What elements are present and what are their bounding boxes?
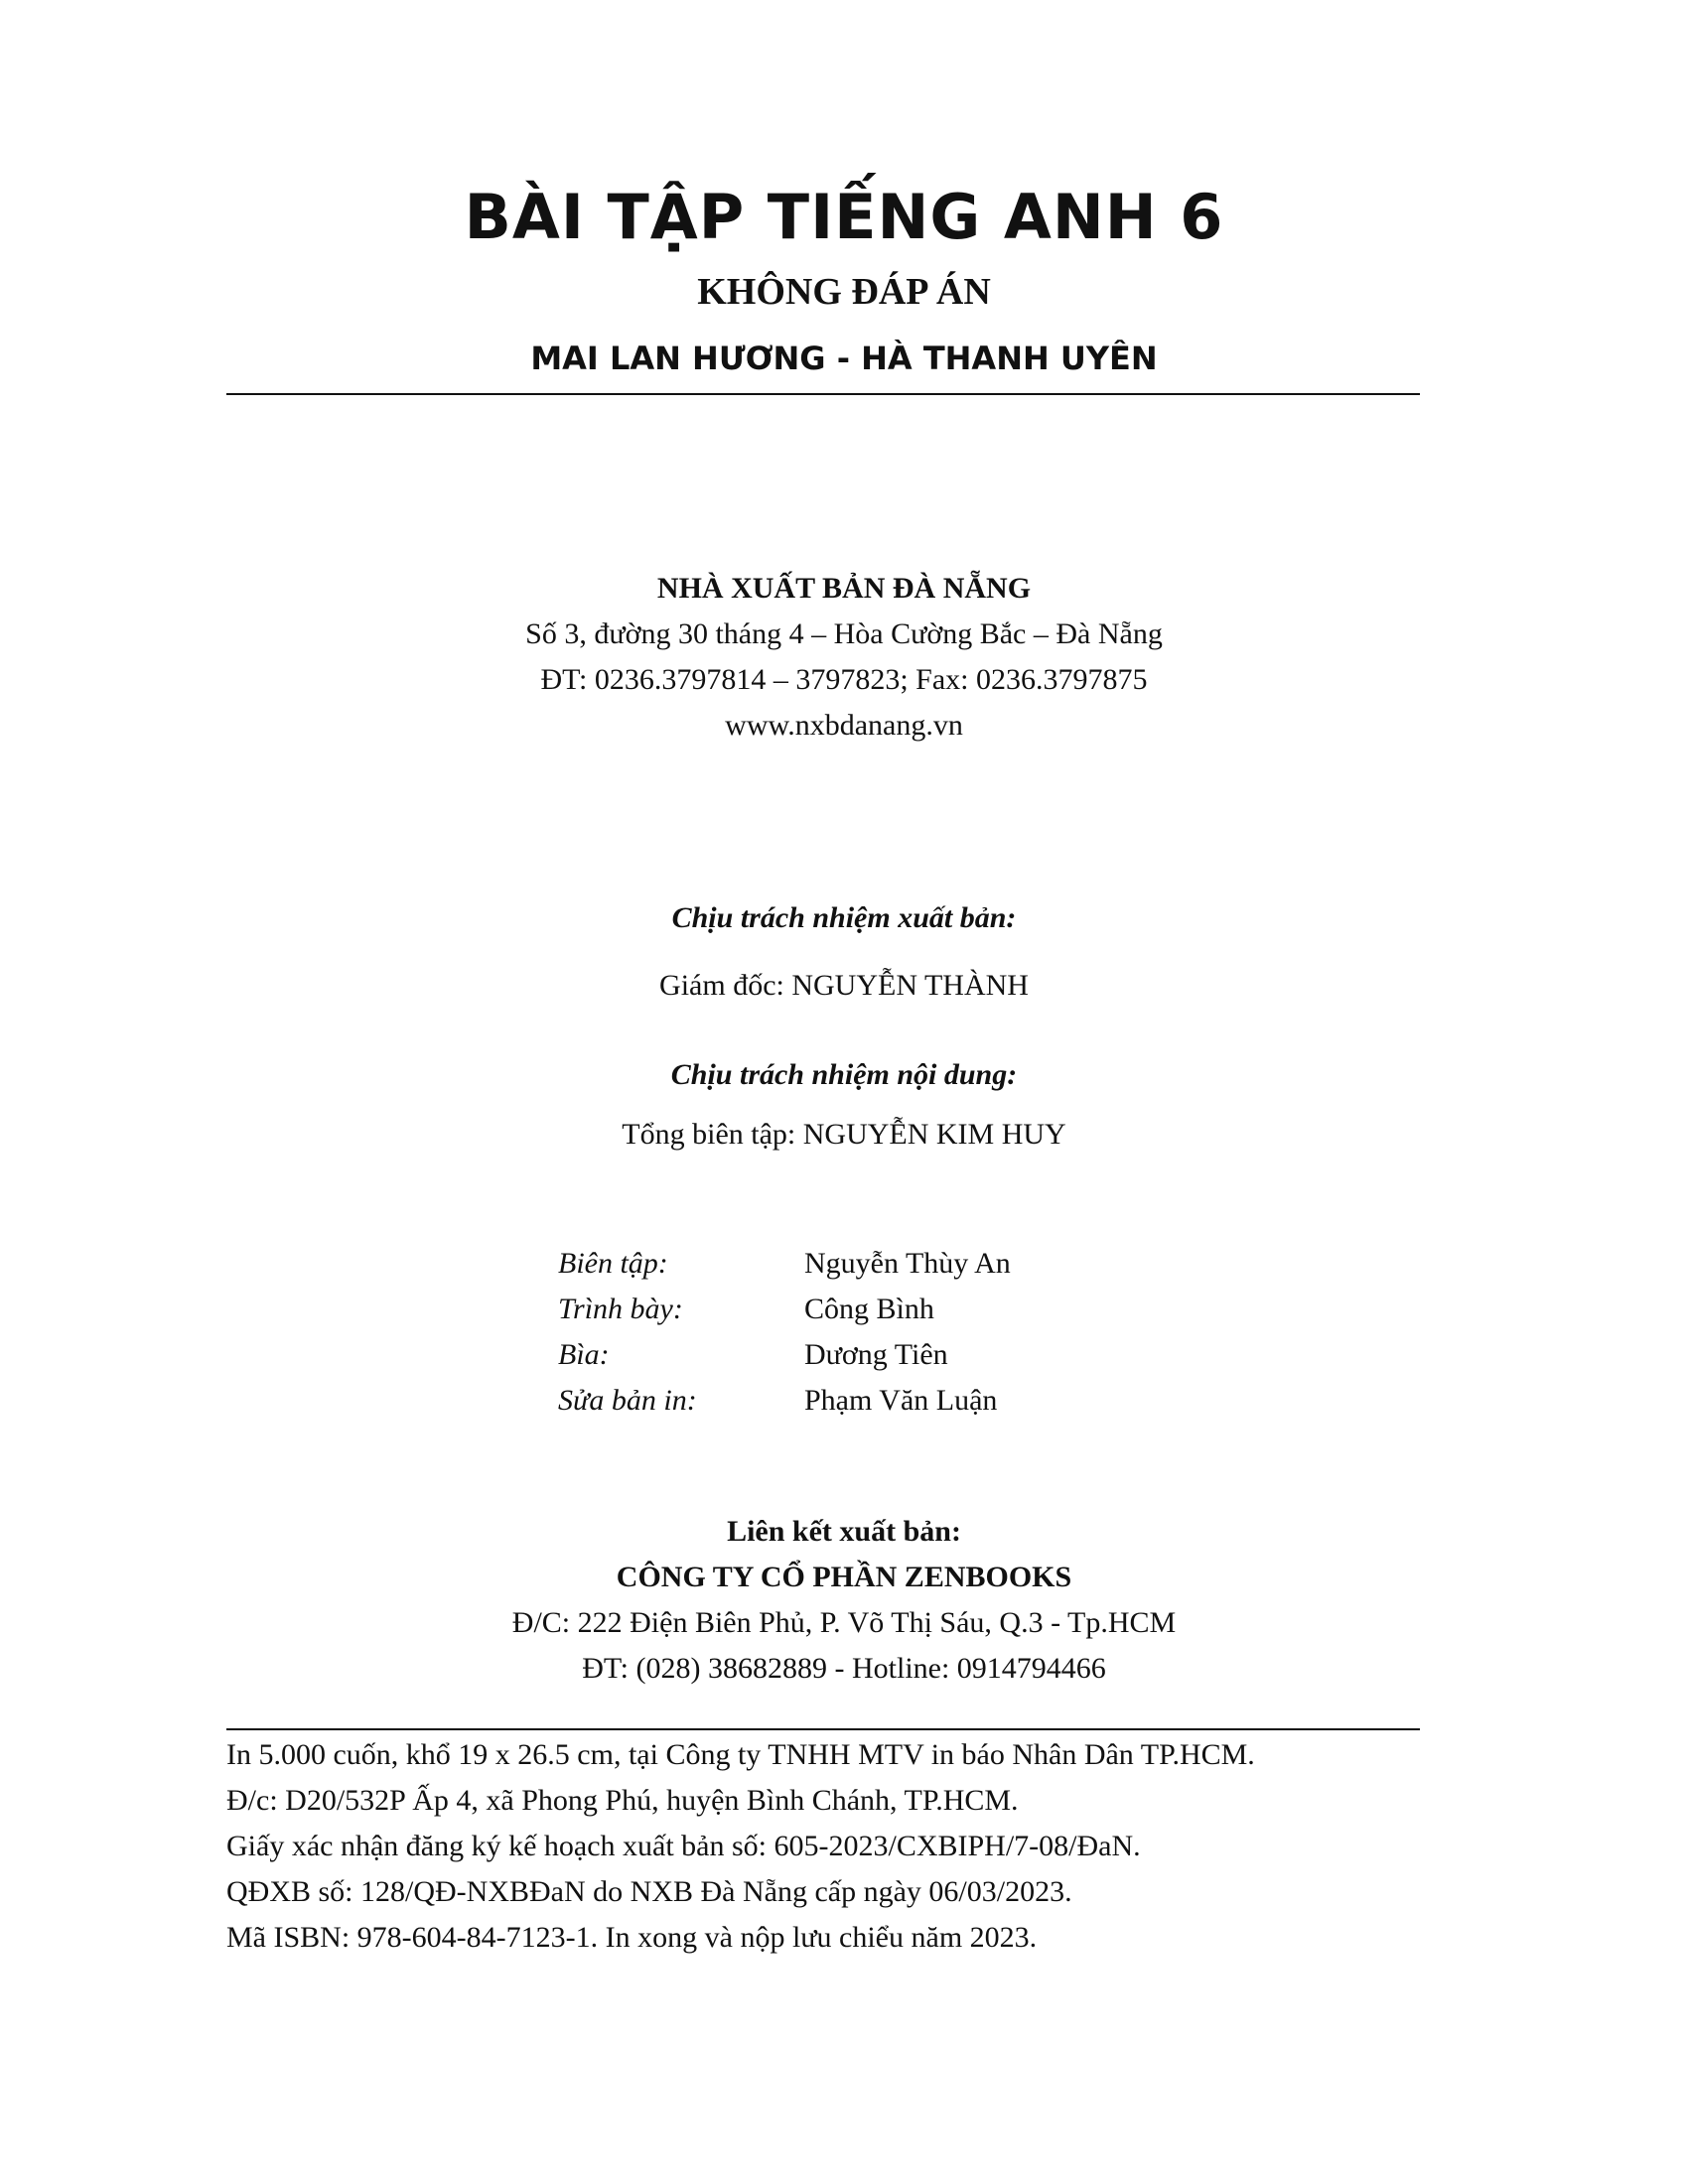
credit-row (558, 1287, 1253, 1332)
credit-row (558, 1378, 1253, 1424)
publishing-director: Giám đốc: NGUYỄN THÀNH (659, 969, 1029, 1002)
print-info (226, 1732, 1420, 1961)
content-responsibility-heading: Chịu trách nhiệm nội dung: (670, 1058, 1018, 1091)
book-authors: MAI LAN HƯƠNG - HÀ THANH UYÊN (530, 340, 1158, 377)
credit-name: Dương Tiên (804, 1338, 948, 1371)
publisher-address: Số 3, đường 30 tháng 4 – Hòa Cường Bắc – Đà Nẵng (525, 617, 1163, 650)
bottom-divider (226, 1728, 1420, 1730)
credit-row (558, 1332, 1253, 1378)
top-divider (226, 393, 1420, 395)
publishing-responsibility-heading: Chịu trách nhiệm xuất bản: (671, 901, 1017, 934)
credit-role: Bìa: (558, 1338, 610, 1371)
credit-role: Trình bày: (558, 1293, 683, 1325)
publisher-phone: ĐT: 0236.3797814 – 3797823; Fax: 0236.3797875 (540, 663, 1148, 696)
credit-name: Phạm Văn Luận (804, 1384, 998, 1417)
print-info-line: QĐXB số: 128/QĐ-NXBĐaN do NXB Đà Nẵng cấp ngày 06/03/2023. (226, 1875, 1072, 1908)
credit-role: Sửa bản in: (558, 1384, 697, 1417)
publisher-block (0, 566, 1688, 749)
credit-row (558, 1241, 1253, 1287)
credit-name: Công Bình (804, 1293, 934, 1325)
partner-phone: ĐT: (028) 38682889 - Hotline: 0914794466 (582, 1652, 1106, 1685)
editor-in-chief: Tổng biên tập: NGUYỄN KIM HUY (622, 1118, 1066, 1151)
print-info-line: Đ/c: D20/532P Ấp 4, xã Phong Phú, huyện Bình Chánh, TP.HCM. (226, 1784, 1019, 1817)
credit-role: Biên tập: (558, 1247, 668, 1280)
credits-list (558, 1241, 1253, 1424)
book-subtitle: KHÔNG ĐÁP ÁN (697, 271, 991, 313)
partner-company: CÔNG TY CỔ PHẦN ZENBOOKS (616, 1561, 1072, 1593)
publisher-website: www.nxbdanang.vn (725, 709, 963, 742)
partner-address: Đ/C: 222 Điện Biên Phủ, P. Võ Thị Sáu, Q.3 - Tp.HCM (511, 1606, 1177, 1639)
credit-name: Nguyễn Thùy An (804, 1247, 1011, 1280)
publisher-name: NHÀ XUẤT BẢN ĐÀ NẴNG (656, 572, 1032, 605)
book-title: BÀI TẬP TIẾNG ANH 6 (464, 181, 1224, 253)
print-info-line: Mã ISBN: 978-604-84-7123-1. In xong và nộp lưu chiểu năm 2023. (226, 1921, 1038, 1954)
print-info-line: In 5.000 cuốn, khổ 19 x 26.5 cm, tại Công ty TNHH MTV in báo Nhân Dân TP.HCM. (226, 1738, 1255, 1771)
partner-heading: Liên kết xuất bản: (727, 1515, 961, 1548)
print-info-line: Giấy xác nhận đăng ký kế hoạch xuất bản số: 605-2023/CXBIPH/7-08/ĐaN. (226, 1830, 1141, 1862)
partner-block (0, 1509, 1688, 1692)
